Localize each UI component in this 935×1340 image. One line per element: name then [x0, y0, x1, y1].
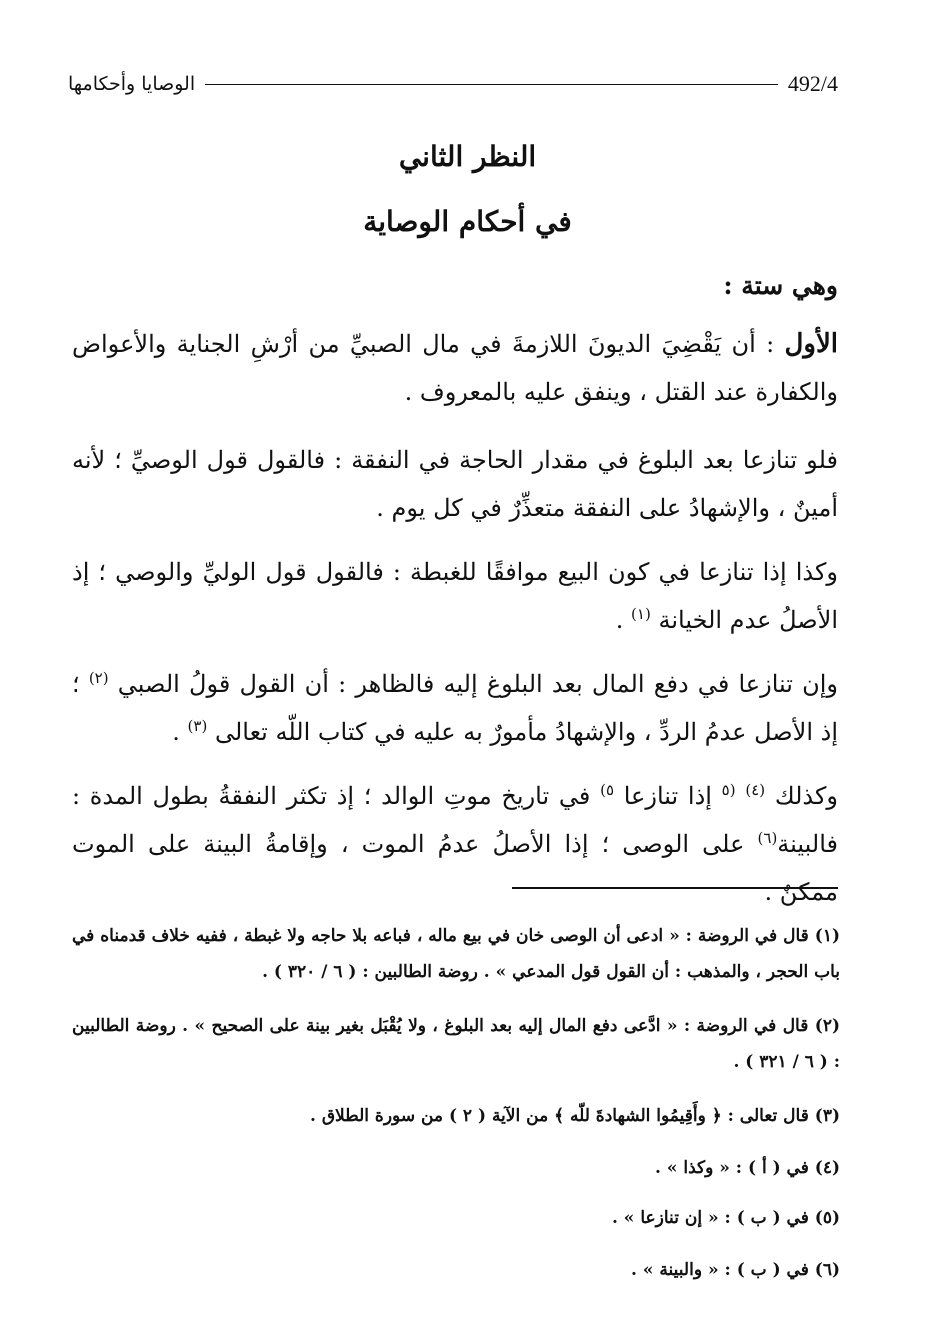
footnote-ref-5-open: (٥ [721, 781, 736, 799]
footnote-ref-1: (١) [631, 605, 651, 623]
paragraph-4-text-a: وإن تنازعا في دفع المال بعد البلوغ إليه فالظاهر : أن القول قولُ الصبي [117, 670, 838, 698]
page-number: 492/4 [787, 71, 838, 96]
paragraph-4-text-b: ؛ إذ الأصل عدمُ الردِّ ، والإشهادُ مأمورٌ به عليه في كتاب اللّه تعالى [72, 670, 838, 746]
footnote-2: (٢) قال في الروضة : « ادَّعى دفع المال إليه بعد البلوغ ، ولا يُقْبَل بغير بينة على الصحيح » . روضة الطالبين : ( ٦ / ٣٢١ ) . [72, 1016, 840, 1072]
section-heading-line2: في أحكام الوصاية [363, 205, 572, 238]
intro-line: وهي ستة : [723, 271, 838, 300]
footnote-separator [512, 887, 838, 889]
paragraph-4 [72, 660, 838, 756]
paragraph-1-lead: الأول [784, 329, 838, 359]
footnote-ref-4: (٤) [745, 781, 766, 799]
footnote-1: (١) قال في الروضة : « ادعى أن الوصى خان في بيع ماله ، فباعه بلا حاجه ولا غبطة ، ففيه خلاف قدمناه في باب الحجر ، والمذهب : أن القول قول المدعي » . روضة الطالبين : ( ٦ / ٣٢٠ ) . [72, 926, 840, 982]
footnote-ref-3: (٣) [187, 717, 208, 735]
paragraph-5 [72, 772, 838, 916]
footnote-5: (٥) في ( ب ) : « إن تنازعا » . [611, 1208, 840, 1228]
paragraph-3-text: وكذا إذا تنازعا في كون البيع موافقًا للغبطة : فالقول قول الوليِّ والوصي ؛ إذ الأصلُ عدم الخيانة [72, 558, 838, 634]
paragraph-2: فلو تنازعا بعد البلوغ في مقدار الحاجة في النفقة : فالقول قول الوصيِّ ؛ لأنه أمينٌ ، والإشهادُ على النفقة متعذِّرٌ في كل يوم . [72, 446, 838, 522]
header-rule [205, 84, 778, 85]
running-title: الوصايا وأحكامها [68, 73, 196, 95]
footnote-4: (٤) في ( أ ) : « وكذا » . [655, 1158, 840, 1178]
paragraph-4-end: . [172, 718, 188, 746]
paragraph-5-text-b: إذا تنازعا [614, 782, 722, 810]
paragraph-5-text-a: وكذلك [774, 782, 838, 810]
paragraph-5-text-d: على الوصى ؛ إذا الأصلُ عدمُ الموت ، وإقامةُ البينة على الموت ممكنٌ . [72, 830, 838, 906]
footnote-ref-5-close: ٥) [600, 781, 615, 799]
footnote-3: (٣) قال تعالى : ﴿ وأَقِيمُوا الشهادةَ للّه ﴾ من الآية ( ٢ ) من سورة الطلاق . [309, 1106, 840, 1126]
paragraph-1-text: : أن يَقْضِيَ الديونَ اللازمةَ في مال الصبيِّ من أرْشِ الجناية والأعواض والكفارة عند القتل ، وينفق عليه بالمعروف . [72, 330, 838, 406]
paragraph-3 [72, 548, 838, 644]
paragraph-5-text-c: في تاريخ موتِ الوالد ؛ إذ تكثر النفقةُ بطول المدة : فالبينة [72, 782, 838, 858]
running-header [68, 66, 838, 102]
section-heading-line1: النظر الثاني [398, 140, 537, 173]
footnote-ref-6: (٦) [757, 829, 778, 847]
paragraph-3-end: . [615, 606, 632, 634]
footnote-6: (٦) في ( ب ) : « والبينة » . [631, 1260, 840, 1280]
paragraph-1 [72, 320, 838, 416]
footnote-ref-2: (٢) [88, 669, 109, 687]
